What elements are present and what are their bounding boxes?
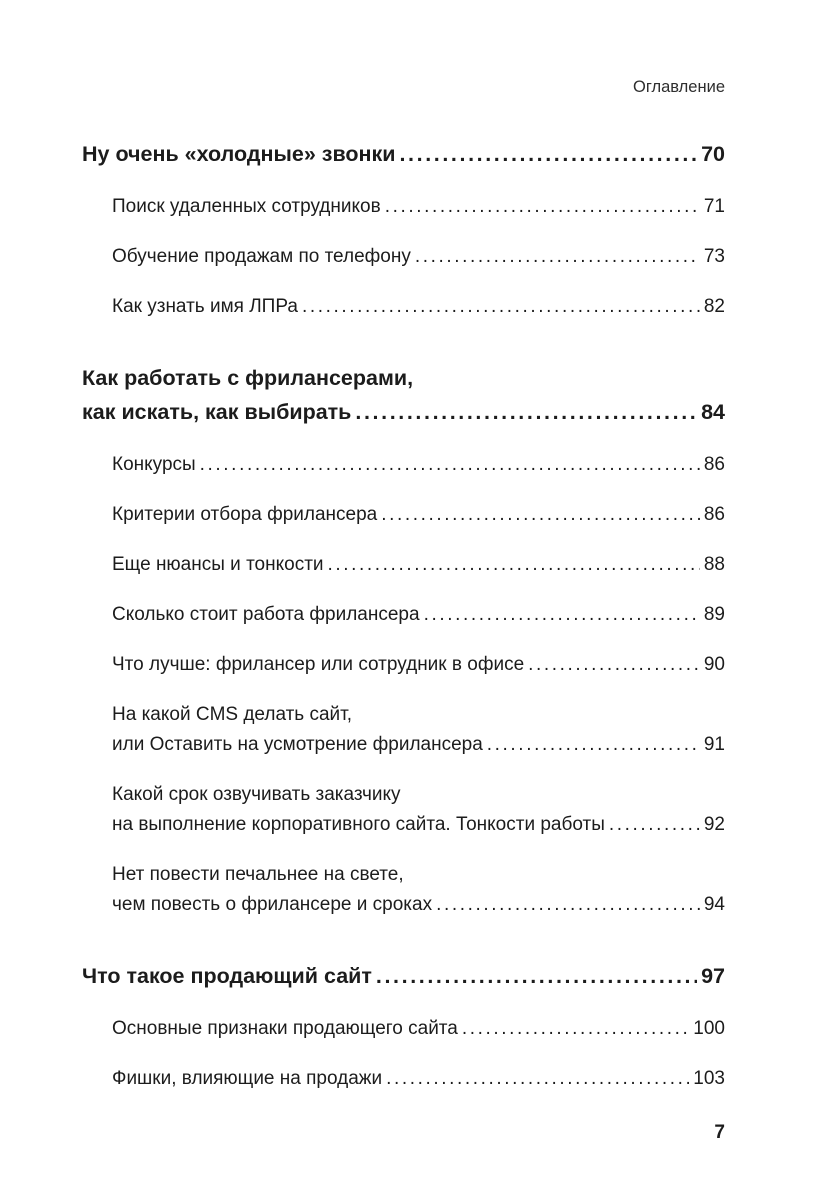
toc-entry-last-line [112, 650, 725, 680]
toc-entry-title: Сколько стоит работа фрилансера [112, 603, 420, 625]
toc-entry-lines [112, 650, 725, 680]
dot-leader [415, 242, 700, 272]
toc-entry-lines [112, 450, 725, 480]
toc-entry-title: или Оставить на усмотрение фрилансера [112, 733, 483, 755]
dot-leader [436, 890, 700, 920]
toc-entry [82, 450, 725, 480]
toc-entry-lines [112, 500, 725, 530]
dot-leader [355, 396, 697, 430]
toc-entry-line: Как работать с фрилансерами, [82, 365, 414, 390]
dot-leader [328, 550, 700, 580]
toc-entry [82, 650, 725, 680]
toc-entry-title: как искать, как выбирать [82, 399, 352, 424]
toc-entry [82, 780, 725, 840]
toc-entry-last-line [112, 810, 725, 840]
toc-entry-page: 70 [701, 141, 725, 166]
toc-entry-lines [82, 960, 725, 994]
toc-entry [82, 1014, 725, 1044]
toc-entry [82, 500, 725, 530]
toc-entry [82, 138, 725, 172]
toc-entry-title: Обучение продажам по телефону [112, 245, 411, 267]
dot-leader [424, 600, 700, 630]
toc-entry-last-line [112, 242, 725, 272]
toc-entry-lines [112, 700, 725, 760]
toc-entry-page: 84 [701, 399, 725, 424]
toc-entry-lines [112, 192, 725, 222]
toc-entry-lines [112, 780, 725, 840]
toc-entry [82, 600, 725, 630]
toc-entry [82, 242, 725, 272]
toc-entry-lines [112, 1064, 725, 1094]
toc-entry-lines [112, 292, 725, 322]
toc-entry-page: 89 [703, 603, 725, 625]
dot-leader [386, 1064, 689, 1094]
toc-entry-lines [112, 242, 725, 272]
toc-entry-title: Фишки, влияющие на продажи [112, 1067, 383, 1089]
toc-entry [82, 1064, 725, 1094]
toc-entry-page: 91 [703, 733, 725, 755]
toc-entry-page: 94 [703, 893, 725, 915]
toc-list [82, 138, 725, 1094]
toc-entry-last-line [112, 550, 725, 580]
toc-entry-title: чем повесть о фрилансере и сроках [112, 893, 433, 915]
toc-entry-title: Еще нюансы и тонкости [112, 553, 324, 575]
dot-leader [487, 730, 700, 760]
toc-entry-last-line [82, 138, 725, 172]
toc-entry-page: 97 [701, 963, 725, 988]
toc-entry [82, 550, 725, 580]
toc-entry-last-line [112, 192, 725, 222]
toc-entry-line: На какой CMS делать сайт, [112, 703, 353, 725]
toc-entry [82, 362, 725, 430]
toc-entry-page: 86 [703, 453, 725, 475]
dot-leader [399, 138, 697, 172]
toc-entry-page: 100 [693, 1017, 725, 1039]
toc-entry-title: на выполнение корпоративного сайта. Тонкости работы [112, 813, 605, 835]
toc-entry-lines [82, 362, 725, 430]
toc-entry-line: Нет повести печальнее на свете, [112, 863, 404, 885]
toc-entry-page: 71 [703, 195, 725, 217]
toc-entry-lines [112, 600, 725, 630]
toc-entry-title: Поиск удаленных сотрудников [112, 195, 381, 217]
toc-entry [82, 860, 725, 920]
toc-entry-last-line [82, 396, 725, 430]
toc-entry-last-line [112, 890, 725, 920]
toc-entry [82, 192, 725, 222]
toc-entry [82, 960, 725, 994]
toc-entry-lines [112, 860, 725, 920]
toc-entry-page: 88 [703, 553, 725, 575]
toc-entry-last-line [112, 500, 725, 530]
dot-leader [528, 650, 700, 680]
dot-leader [376, 960, 697, 994]
toc-entry-last-line [112, 1014, 725, 1044]
dot-leader [462, 1014, 689, 1044]
running-header: Оглавление [633, 78, 725, 96]
toc-entry-last-line [82, 960, 725, 994]
dot-leader [385, 192, 700, 222]
dot-leader [609, 810, 700, 840]
toc-entry-last-line [112, 450, 725, 480]
toc-entry-page: 86 [703, 503, 725, 525]
toc-entry [82, 292, 725, 322]
toc-entry-last-line [112, 1064, 725, 1094]
toc-entry-line: Какой срок озвучивать заказчику [112, 783, 401, 805]
dot-leader [200, 450, 700, 480]
toc-entry [82, 700, 725, 760]
toc-entry-title: Что лучше: фрилансер или сотрудник в офисе [112, 653, 525, 675]
toc-entry-page: 73 [703, 245, 725, 267]
toc-entry-title: Основные признаки продающего сайта [112, 1017, 458, 1039]
toc-entry-lines [82, 138, 725, 172]
toc-entry-lines [112, 550, 725, 580]
toc-entry-page: 103 [693, 1067, 725, 1089]
dot-leader [381, 500, 700, 530]
toc-entry-title: Конкурсы [112, 453, 196, 475]
toc-entry-lines [112, 1014, 725, 1044]
toc-entry-title: Что такое продающий сайт [82, 963, 372, 988]
toc-entry-title: Как узнать имя ЛПРа [112, 295, 298, 317]
toc-entry-title: Критерии отбора фрилансера [112, 503, 378, 525]
toc-entry-last-line [112, 292, 725, 322]
dot-leader [302, 292, 700, 322]
toc-entry-page: 82 [703, 295, 725, 317]
page-number: 7 [714, 1122, 725, 1143]
toc-entry-title: Ну очень «холодные» звонки [82, 141, 396, 166]
toc-entry-last-line [112, 730, 725, 760]
toc-entry-last-line [112, 600, 725, 630]
toc-entry-page: 92 [703, 813, 725, 835]
toc-entry-page: 90 [703, 653, 725, 675]
